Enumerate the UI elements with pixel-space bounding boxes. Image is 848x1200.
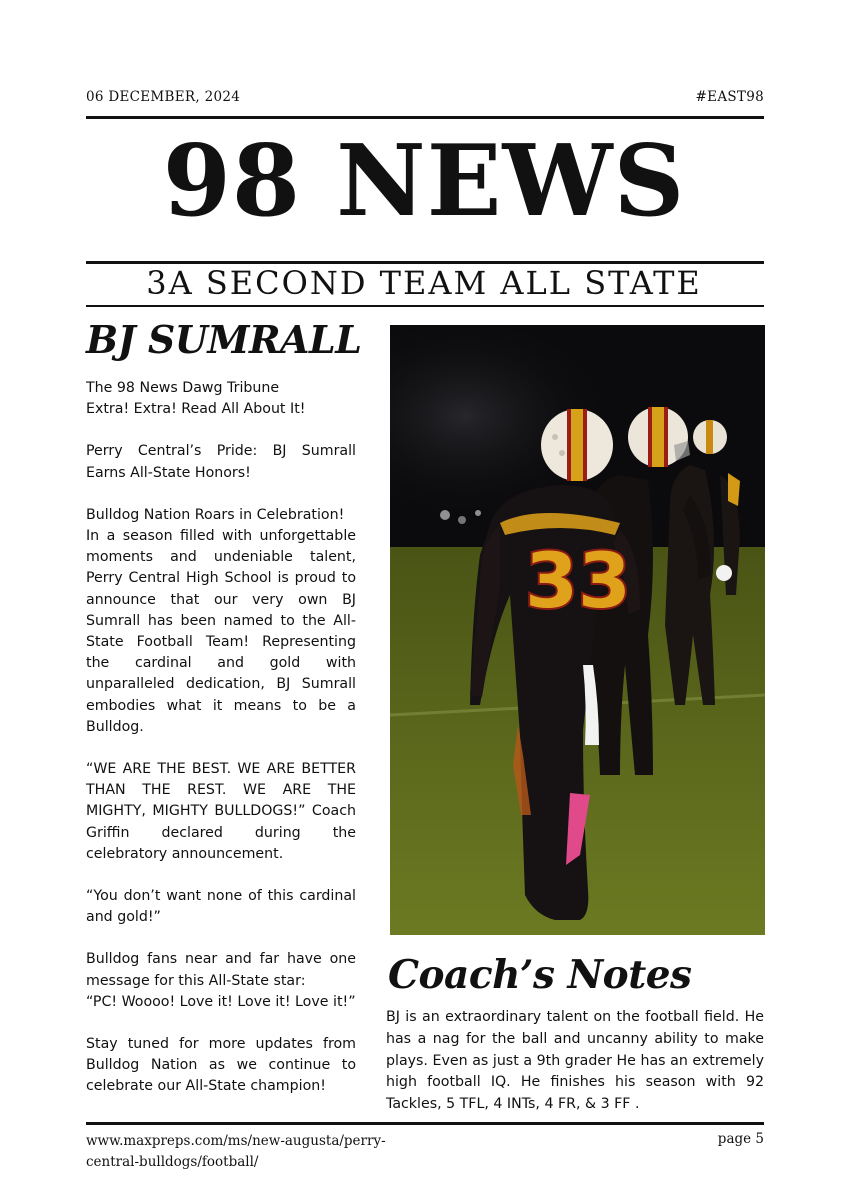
article-body — [86, 378, 356, 1119]
coach-notes-title: Coach’s Notes — [388, 952, 692, 998]
article-line: Bulldog Nation Roars in Celebration! — [86, 506, 345, 523]
section-rule-bottom — [86, 305, 764, 307]
stadium-light — [458, 516, 466, 524]
article-line: Stay tuned for more updates from Bulldog Nation as we continue to celebrate our All-State champion! — [86, 1036, 356, 1095]
stadium-light — [440, 510, 450, 520]
article-line: Perry Central’s Pride: BJ Sumrall Earns All-State Honors! — [86, 443, 356, 481]
source-url-link[interactable]: www.maxpreps.com/ms/new-augusta/perry-central-bulldogs/football/ — [86, 1133, 386, 1170]
stadium-light — [475, 510, 481, 516]
article-paragraph — [86, 759, 356, 865]
masthead-title: 98 NEWS — [162, 124, 686, 239]
article-line: “PC! Woooo! Love it! Love it! Love it!” — [86, 993, 356, 1010]
issue-date: 06 DECEMBER, 2024 — [86, 89, 241, 105]
coach-notes-body: BJ is an extraordinary talent on the football field. He has a nag for the ball and uncanny ability to make plays. Even as just a 9th grader He has an extremely high football IQ. He finishes his season with 92 Tackles, 5 TFL, 4 INTs, 4 FR, & 3 FF . — [386, 1009, 764, 1113]
article-line: Extra! Extra! Read All About It! — [86, 401, 306, 418]
football-players-illustration — [390, 325, 765, 935]
article-paragraph — [86, 1034, 356, 1098]
article-line: The 98 News Dawg Tribune — [86, 380, 280, 396]
article-line: “WE ARE THE BEST. WE ARE BETTER THAN THE REST. WE ARE THE MIGHTY, MIGHTY BULLDOGS!” Coach Griffin declared during the celebratory announcement. — [86, 761, 356, 862]
article-paragraph — [86, 378, 356, 420]
article-line: “You don’t want none of this cardinal and gold!” — [86, 888, 356, 926]
article-paragraph — [86, 505, 356, 738]
article-paragraph — [86, 949, 356, 1013]
top-rule — [86, 116, 764, 119]
article-line: Bulldog fans near and far have one message for this All-State star: — [86, 951, 356, 989]
article-paragraph — [86, 441, 356, 483]
article-headline: BJ SUMRALL — [86, 317, 362, 362]
footer-rule — [86, 1122, 764, 1125]
page-number: page 5 — [717, 1131, 764, 1147]
player-photo — [390, 325, 765, 935]
jersey-number: 33 — [525, 536, 631, 625]
article-line: In a season filled with unforgettable moments and undeniable talent, Perry Central High School is proud to announce that our very own BJ Sumrall has been named to the All-State Football Team! Representing the cardinal and gold with unparalleled dedication, BJ Sumrall embodies what it means to be a Bulldog. — [86, 528, 356, 735]
hashtag: #EAST98 — [695, 89, 764, 105]
article-paragraph — [86, 886, 356, 928]
section-title: 3A SECOND TEAM ALL STATE — [146, 264, 702, 302]
